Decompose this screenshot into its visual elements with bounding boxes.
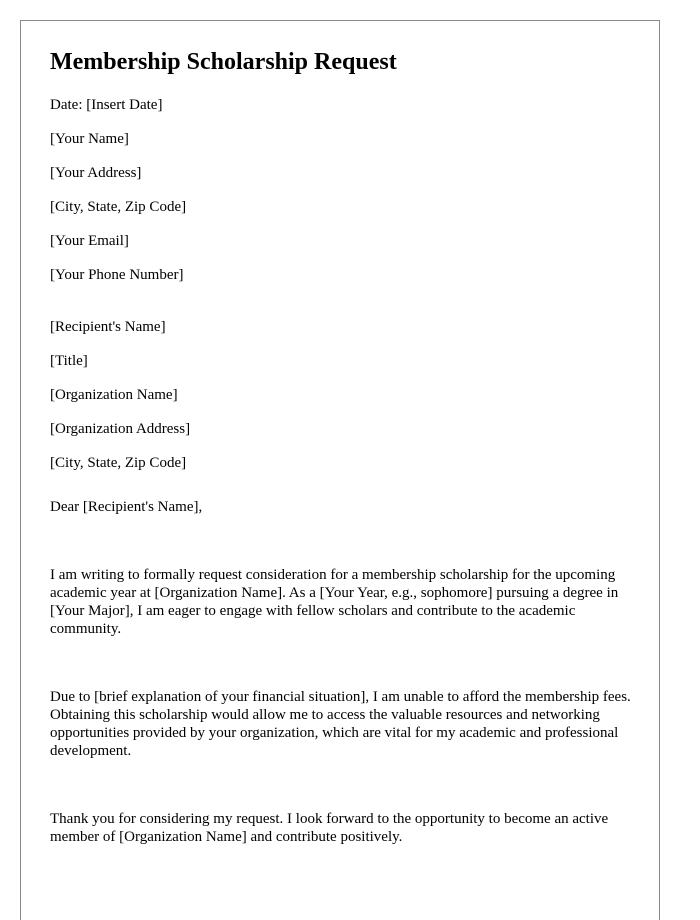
recipient-address: [Organization Address] xyxy=(50,421,191,437)
sender-name: [Your Name] xyxy=(50,131,129,147)
date-line: Date: [Insert Date] xyxy=(50,97,163,113)
recipient-block xyxy=(50,318,640,472)
letter-title: Membership Scholarship Request xyxy=(50,49,397,75)
sender-email: [Your Email] xyxy=(50,233,129,249)
body-paragraph-1: I am writing to formally request consideration for a membership scholarship for the upcoming academic year at [Organization Name]. As a [Your Year, e.g., sophomore] pursuing a degree in [Your Major], I am eager to engage with fellow scholars and contribute to the academic community. xyxy=(50,567,619,637)
salutation: Dear [Recipient's Name], xyxy=(50,499,203,515)
letter-content xyxy=(50,46,640,846)
letter-page xyxy=(20,20,660,920)
recipient-title: [Title] xyxy=(50,353,88,369)
sender-block xyxy=(50,96,640,284)
recipient-name: [Recipient's Name] xyxy=(50,319,166,335)
sender-address: [Your Address] xyxy=(50,165,142,181)
recipient-city: [City, State, Zip Code] xyxy=(50,455,187,471)
body-paragraph-2: Due to [brief explanation of your financial situation], I am unable to afford the membership fees. Obtaining this scholarship would allow me to access the valuable resources and networking opportunities provided by your organization, which are vital for my academic and professional development. xyxy=(50,689,631,759)
body-paragraph-3: Thank you for considering my request. I look forward to the opportunity to become an active member of [Organization Name] and contribute positively. xyxy=(50,811,609,845)
sender-city: [City, State, Zip Code] xyxy=(50,199,187,215)
recipient-organization: [Organization Name] xyxy=(50,387,178,403)
sender-phone: [Your Phone Number] xyxy=(50,267,184,283)
